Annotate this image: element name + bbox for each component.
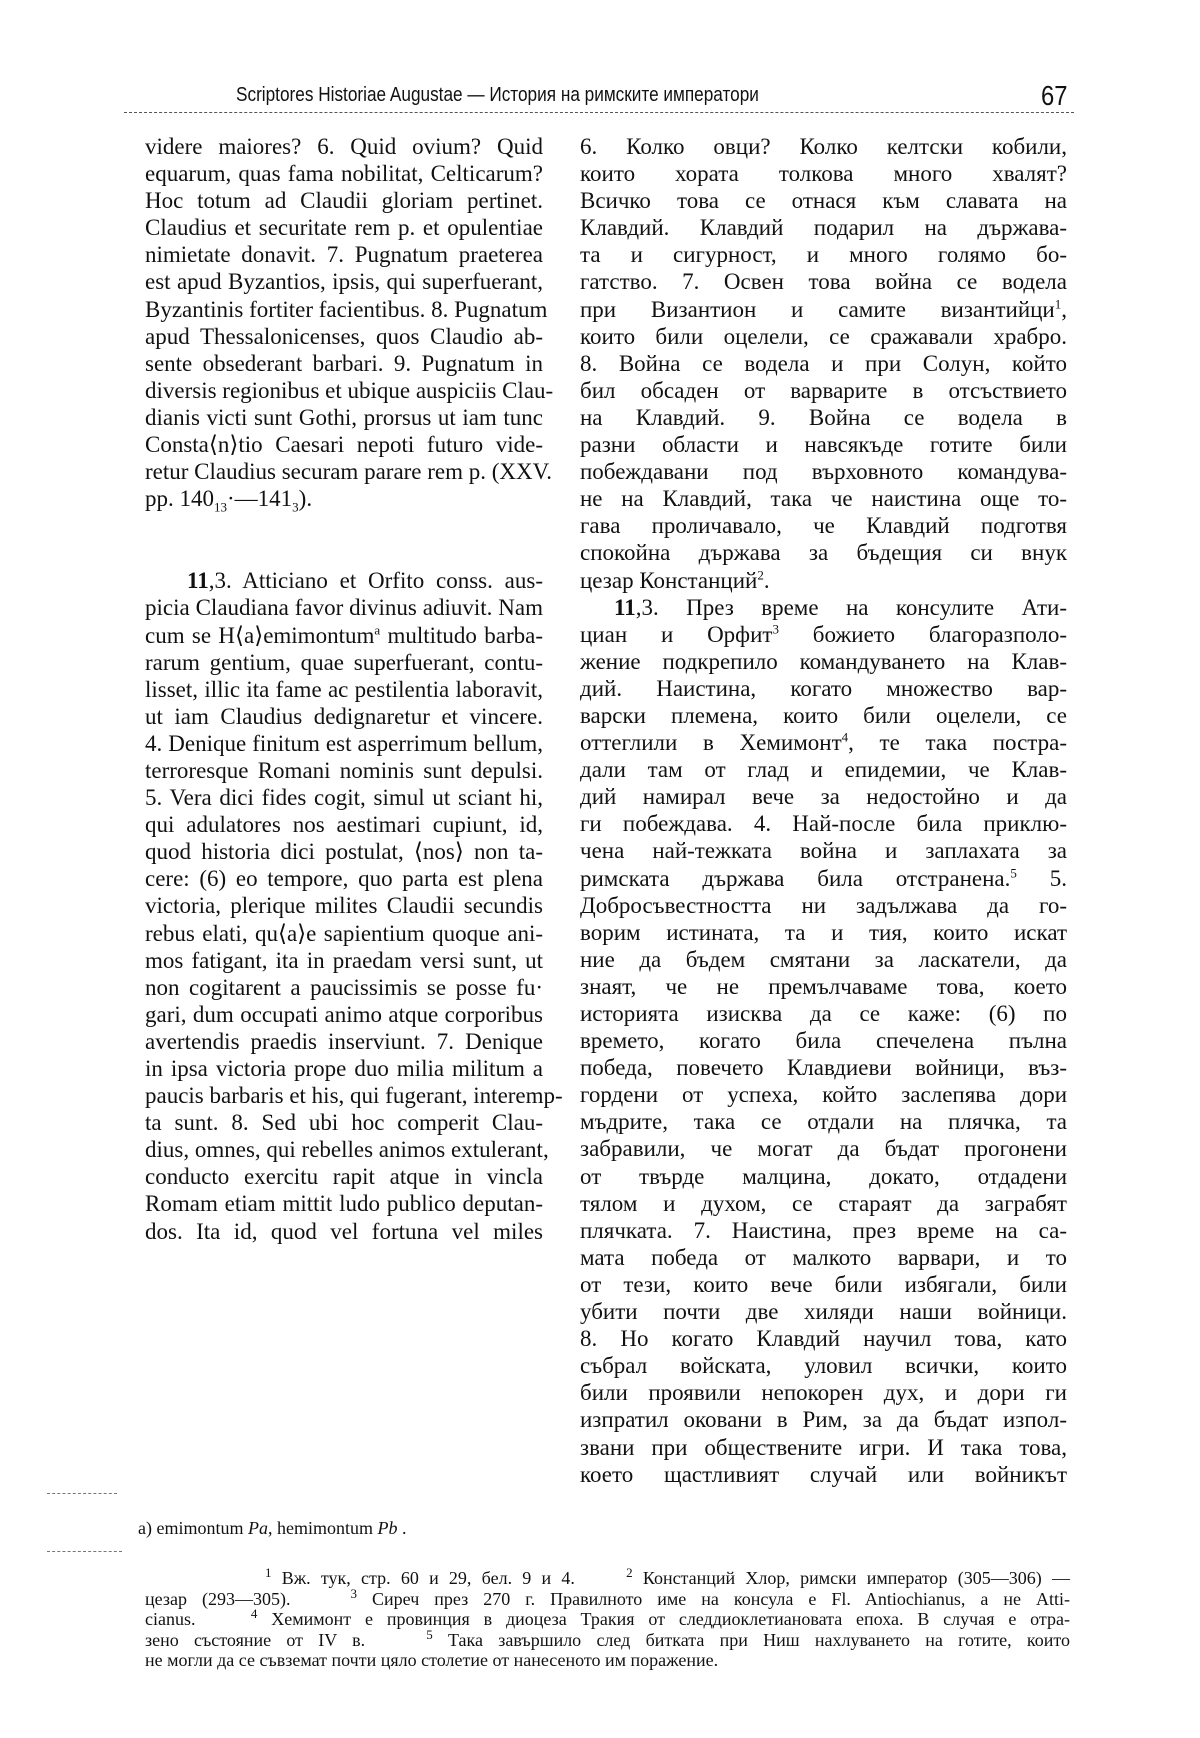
text-line: което щастливият случай или войникът xyxy=(580,1461,1067,1487)
text-line: victoria, plerique milites Claudii secundis xyxy=(145,893,543,919)
text-line: от тези, които вече били избягали, били xyxy=(580,1271,1067,1297)
text-line: sente obsederant barbari. 9. Pugnatum in xyxy=(145,350,543,376)
text-line: разни области и навсякъде готите били xyxy=(580,432,1067,458)
text-line: римската държава била отстранена.$^5$ 5. xyxy=(580,864,1067,891)
text-line: които били оцелели, се сражавали храбро. xyxy=(580,323,1067,349)
text-line: Byzantinis fortiter facientibus. 8. Pugnatum xyxy=(145,296,548,322)
text-line: 4. Denique finitum est asperrimum bellum, xyxy=(145,730,543,756)
text-line: Consta⟨n⟩tio Caesari nepoti futuro vide- xyxy=(145,432,543,458)
text-line: оттеглили в Хемимонт$^4$, те така постра- xyxy=(580,729,1068,756)
text-line: гава проличавало, че Клавдий подготвя xyxy=(580,513,1067,539)
footnote-marker: 3 xyxy=(772,621,779,637)
text-line: историята изисква да се каже: (6) по xyxy=(580,1001,1067,1026)
text-line: in ipsa victoria prope duo milia militum a xyxy=(145,1056,543,1081)
text-line: Claudius et securitate rem p. et opulentiae xyxy=(145,215,543,241)
text-line: diversis regionibus et ubique auspiciis Clau- xyxy=(145,377,554,403)
text-line: nimietate donavit. 7. Pugnatum praeterea xyxy=(145,242,543,268)
text-line: Hoc totum ad Claudii gloriam pertinet. xyxy=(145,188,543,214)
apparatus-note-a: a) emimontum Pa, hemimontum Pb . xyxy=(138,1518,407,1538)
text-line: не на Клавдий, така че наистина още то- xyxy=(580,486,1067,512)
text-line: изпратил оковани в Рим, за да бъдат изпол- xyxy=(580,1407,1067,1433)
text-line: забравили, че могат да бъдат прогонени xyxy=(580,1136,1067,1162)
text-line: жение подкрепило командуването на Клав- xyxy=(580,648,1067,674)
text-line: спокойна държава за бъдещия си внук xyxy=(580,540,1067,566)
footnote-line: не могли да се съвземат почти цяло столетие от нанесеното им поражение. xyxy=(145,1650,719,1670)
footnote-separator xyxy=(47,1551,122,1552)
bulgarian-column xyxy=(580,133,1067,1488)
section-heading-line: 11,3. През време на консулите Ати- xyxy=(614,594,1067,620)
source-reference-line: pp. $140_{13}\cdot—141_3$). xyxy=(145,486,313,515)
text-line: qui adulatores nos aestimari cupiunt, id, xyxy=(145,812,543,838)
text-line: cere: (6) eo tempore, quo parta est plena xyxy=(145,866,543,892)
footnotes xyxy=(145,1565,1071,1671)
text-line: циан и Орфит$^3$ божието благоразполо- xyxy=(580,621,1067,647)
text-line: дий. Наистина, когато множество вар- xyxy=(580,675,1067,701)
text-line: побеждавани под върховното командува- xyxy=(580,459,1067,485)
text-line: дий намирал вече за недостойно и да xyxy=(580,784,1067,810)
manuscript-siglum: Pb xyxy=(377,1518,398,1538)
text-line: гордени от успеха, който заслепява дори xyxy=(580,1082,1067,1108)
text-line: чена най-тежката война и заплахата за xyxy=(580,838,1067,864)
running-header: Scriptores Historiae Augustae — История на римските императори xyxy=(236,84,759,106)
text-line: rarum gentium, quae superfuerant, contu- xyxy=(145,649,543,675)
footnote-marker: 4 xyxy=(841,729,849,745)
header-rule xyxy=(124,112,1074,113)
text-line: lisset, illic ita fame ac pestilentia laboravit, xyxy=(145,676,543,702)
text-line: на Клавдий. 9. Война се водела в xyxy=(580,404,1067,430)
text-line: знаят, че не премълчаваме това, което xyxy=(580,973,1067,999)
text-line: мата победа от малкото варвари, и то xyxy=(580,1244,1067,1270)
text-line: 8. Но когато Клавдий научил това, като xyxy=(580,1326,1067,1352)
text-line: paucis barbaris et his, qui fugerant, interemp- xyxy=(145,1083,563,1109)
section-number: 11 xyxy=(187,568,209,594)
text-line: цезар Констанций$^2$. xyxy=(580,566,770,593)
text-line: убити почти две хиляди наши войници. xyxy=(580,1299,1067,1325)
text-line: terroresque Romani nominis sunt depulsi. xyxy=(145,757,543,783)
text-line: mos fatigant, ita in praedam versi sunt, ut xyxy=(145,947,543,973)
text-line: rebus elati, qu⟨a⟩e sapientium quoque ani- xyxy=(145,920,543,946)
text-line: от твърде малцина, докато, отдадени xyxy=(580,1163,1067,1189)
text-line: equarum, quas fama nobilitat, Celticarum? xyxy=(145,161,543,187)
footnote-marker: 5 xyxy=(1010,864,1017,880)
text-line: Клавдий. Клавдий подарил на държава- xyxy=(580,215,1067,241)
text-line: dos. Ita id, quod vel fortuna vel miles xyxy=(145,1218,543,1244)
footnote-marker: 2 xyxy=(757,566,764,582)
text-line: est apud Byzantios, ipsis, qui superfuerant, xyxy=(145,269,543,295)
text-line: Romam etiam mittit ludo publico deputan- xyxy=(145,1191,543,1217)
section-heading-line: 11,3. Atticiano et Orfito conss. aus- xyxy=(187,568,543,594)
text-line: 5. Vera dici fides cogit, simul ut sciant hi, xyxy=(145,785,543,811)
text-line: ние да бъдем смятани за ласкатели, да xyxy=(580,946,1067,972)
text-line: cum se H⟨a⟩emimontum$^a$ multitudo barba- xyxy=(145,621,543,648)
manuscript-siglum: Pa xyxy=(247,1518,268,1538)
text-line: гатство. 7. Освен това война се водела xyxy=(580,269,1067,295)
text-line: при Византион и самите византийци$^1$, xyxy=(580,295,1067,322)
text-line: dius, omnes, qui rebelles animos extulerant, xyxy=(145,1137,549,1163)
text-line: quod historia dici postulat, ⟨nos⟩ non ta- xyxy=(145,839,543,865)
text-line: 8. Война се водела и при Солун, който xyxy=(580,350,1067,376)
text-line: плячката. 7. Наистина, през време на са- xyxy=(580,1217,1067,1243)
text-line: та и сигурност, и много голямо бо- xyxy=(580,242,1067,268)
text-line: picia Claudiana favor divinus adiuvit. Nam xyxy=(145,595,543,621)
text-line: ворим истината, та и тия, които искат xyxy=(580,919,1067,945)
footnote-marker: 1 xyxy=(1054,295,1062,311)
apparatus-marker: a xyxy=(374,621,381,637)
text-line: дали там от глад и епидемии, че Клав- xyxy=(580,757,1067,783)
footnote-line: $^1$ Вж. тук, стр. 60 и 29, бел. 9 и 4. $^2$ Констанций Хлор, римски император (305—306) — xyxy=(265,1565,1071,1588)
footnote-line: cianus. $^4$ Хемимонт е провинция в диоцеза Тракия от следдиоклетиановата епоха. В случая е отра- xyxy=(145,1606,1070,1629)
text-line: варски племена, които били оцелели, се xyxy=(580,702,1067,728)
text-line: ta sunt. 8. Sed ubi hoc comperit Clau- xyxy=(145,1110,543,1136)
text-line: conducto exercitu rapit atque in vincla xyxy=(145,1164,543,1190)
text-line: ги побеждава. 4. Най-после била приклю- xyxy=(580,811,1067,837)
apparatus-separator xyxy=(47,1493,117,1494)
text-line: gari, dum occupati animo atque corporibus xyxy=(145,1001,543,1027)
footnote-line: зено състояние от IV в. $^5$ Така завършило след битката при Ниш нахлуването на готите, които xyxy=(145,1626,1071,1650)
text-line: Всичко това се отнася към славата на xyxy=(580,188,1067,214)
text-line: победа, повечето Клавдиеви войници, въз- xyxy=(580,1055,1067,1081)
text-line: non cogitarent a paucissimis se posse fu· xyxy=(145,974,543,1000)
text-line: 6. Колко овци? Колко келтски кобили, xyxy=(580,134,1067,159)
footnote-line: цезар (293—305). $^3$ Сиреч през 270 г. Правилното име на консула е Fl. Antiochianus, а не Atti- xyxy=(145,1585,1071,1609)
text-line: videre maiores? 6. Quid ovium? Quid xyxy=(145,134,543,159)
text-line: времето, когато била спечелена пълна xyxy=(580,1028,1067,1054)
text-line: avertendis praedis inserviunt. 7. Denique xyxy=(145,1028,543,1054)
text-line: Добросъвестността ни задължава да го- xyxy=(580,892,1067,918)
text-line: retur Claudius securam parare rem p. (XXV. xyxy=(145,459,553,485)
text-line: тялом и духом, се стараят да заграбят xyxy=(580,1190,1067,1216)
text-line: звани при обществените игри. И така това, xyxy=(580,1434,1067,1460)
text-line: събрал войската, уловил всички, които xyxy=(580,1353,1067,1379)
text-line: бил обсаден от варварите в отсъствието xyxy=(580,377,1067,403)
section-number: 11 xyxy=(614,594,636,620)
text-line: които хората толкова много хвалят? xyxy=(580,161,1067,187)
text-line: dianis victi sunt Gothi, prorsus ut iam tunc xyxy=(145,404,543,430)
text-line: ut iam Claudius dedignaretur et vincere. xyxy=(145,703,543,729)
latin-column xyxy=(145,133,563,1245)
text-line: били проявили непокорен дух, и дори ги xyxy=(580,1380,1067,1406)
text-line: apud Thessalonicenses, quos Claudio ab- xyxy=(145,323,543,349)
text-line: мъдрите, така се отдали на плячка, та xyxy=(580,1109,1067,1135)
page-number: 67 xyxy=(1041,80,1068,111)
